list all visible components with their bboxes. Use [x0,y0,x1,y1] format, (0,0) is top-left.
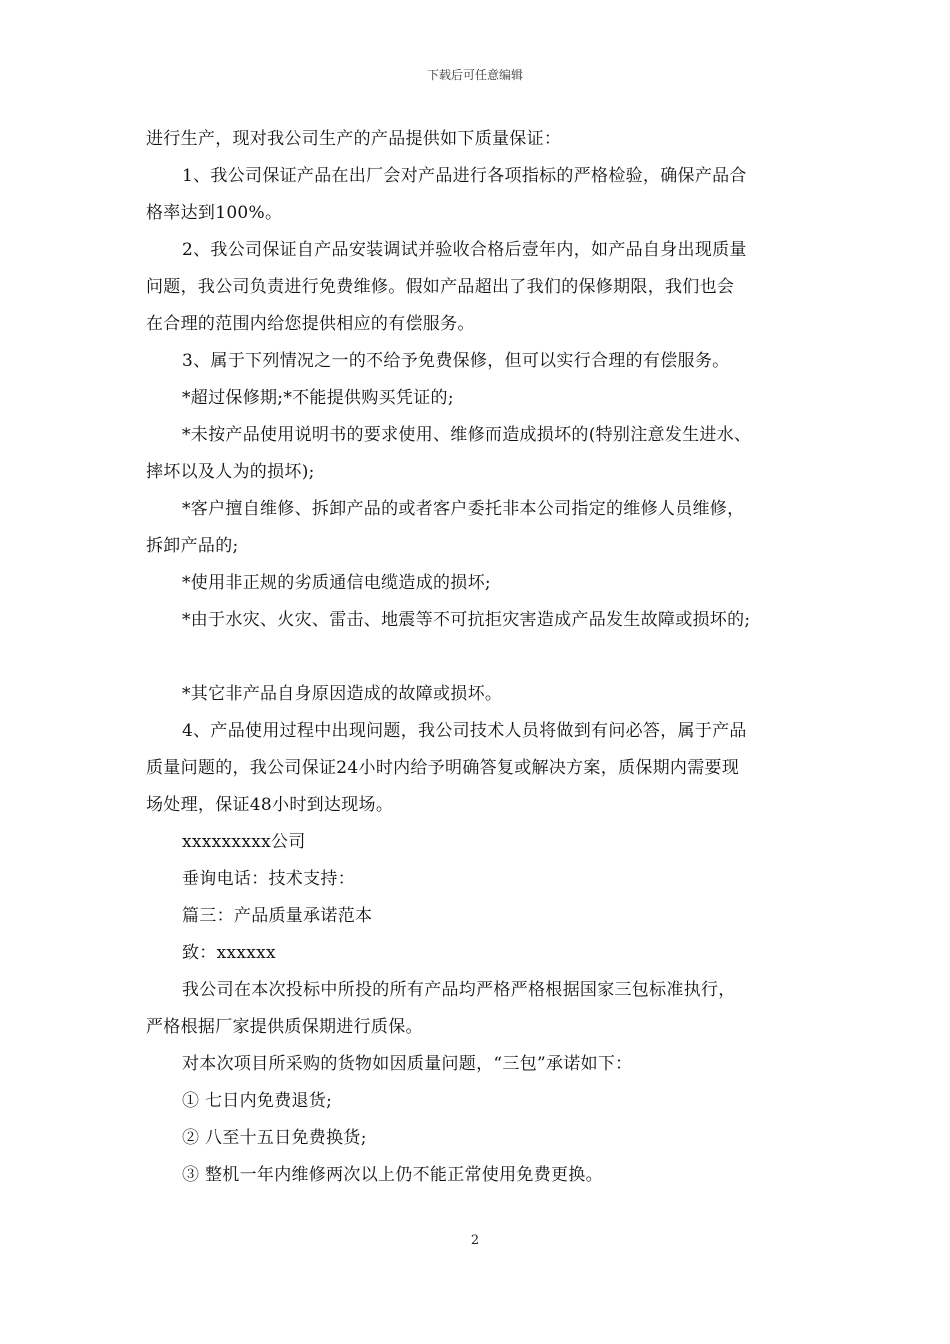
paragraph-line: 质量问题的，我公司保证24小时内给予明确答复或解决方案，质保期内需要现 [146,758,740,778]
page-number: 2 [470,1233,480,1248]
section-title: 篇三：产品质量承诺范本 [182,906,373,926]
paragraph-line: 拆卸产品的; [146,536,239,556]
paragraph-line: 格率达到100%。 [146,203,283,223]
list-item: ③ 整机一年内维修两次以上仍不能正常使用免费更换。 [182,1165,603,1185]
paragraph-line: 对本次项目所采购的货物如因质量问题，“三包”承诺如下： [182,1054,633,1074]
list-item: ① 七日内免费退货; [182,1091,333,1111]
paragraph-line: 1、我公司保证产品在出厂会对产品进行各项指标的严格检验，确保产品合 [182,166,747,186]
blank-line [146,639,814,676]
paragraph-line: 进行生产，现对我公司生产的产品提供如下质量保证： [146,129,562,149]
paragraph-line: *其它非产品自身原因造成的故障或损坏。 [182,684,503,704]
paragraph-line: 严格根据厂家提供质保期进行质保。 [146,1017,423,1037]
company-name: xxxxxxxxx公司 [182,832,306,852]
paragraph-line: *客户擅自维修、拆卸产品的或者客户委托非本公司指定的维修人员维修， [182,499,745,519]
paragraph-line: 4、产品使用过程中出现问题，我公司技术人员将做到有问必答，属于产品 [182,721,747,741]
paragraph-line: *超过保修期;*不能提供购买凭证的; [182,388,454,408]
paragraph-line: *由于水灾、火灾、雷击、地震等不可抗拒灾害造成产品发生故障或损坏的; [182,610,751,630]
paragraph-line: 2、我公司保证自产品安装调试并验收合格后壹年内，如产品自身出现质量 [182,240,747,260]
paragraph-line: 问题，我公司负责进行免费维修。假如产品超出了我们的保修期限，我们也会 [146,277,735,297]
paragraph-line: 场处理，保证48小时到达现场。 [146,795,394,815]
paragraph-line: 我公司在本次投标中所投的所有产品均严格严格根据国家三包标准执行， [182,980,736,1000]
paragraph-line: *使用非正规的劣质通信电缆造成的损坏; [182,573,491,593]
paragraph-line: 3、属于下列情况之一的不给予免费保修，但可以实行合理的有偿服务。 [182,351,730,371]
document-body [146,121,814,1194]
paragraph-line: 摔坏以及人为的损坏); [146,462,315,482]
salutation: 致：xxxxxx [182,943,276,963]
paragraph-line: *未按产品使用说明书的要求使用、维修而造成损坏的(特别注意发生进水、 [182,425,752,445]
paragraph-line: 在合理的范围内给您提供相应的有偿服务。 [146,314,475,334]
page-header: 下载后可任意编辑 [426,68,523,82]
list-item: ② 八至十五日免费换货; [182,1128,367,1148]
contact-line: 垂询电话：技术支持： [182,869,355,889]
